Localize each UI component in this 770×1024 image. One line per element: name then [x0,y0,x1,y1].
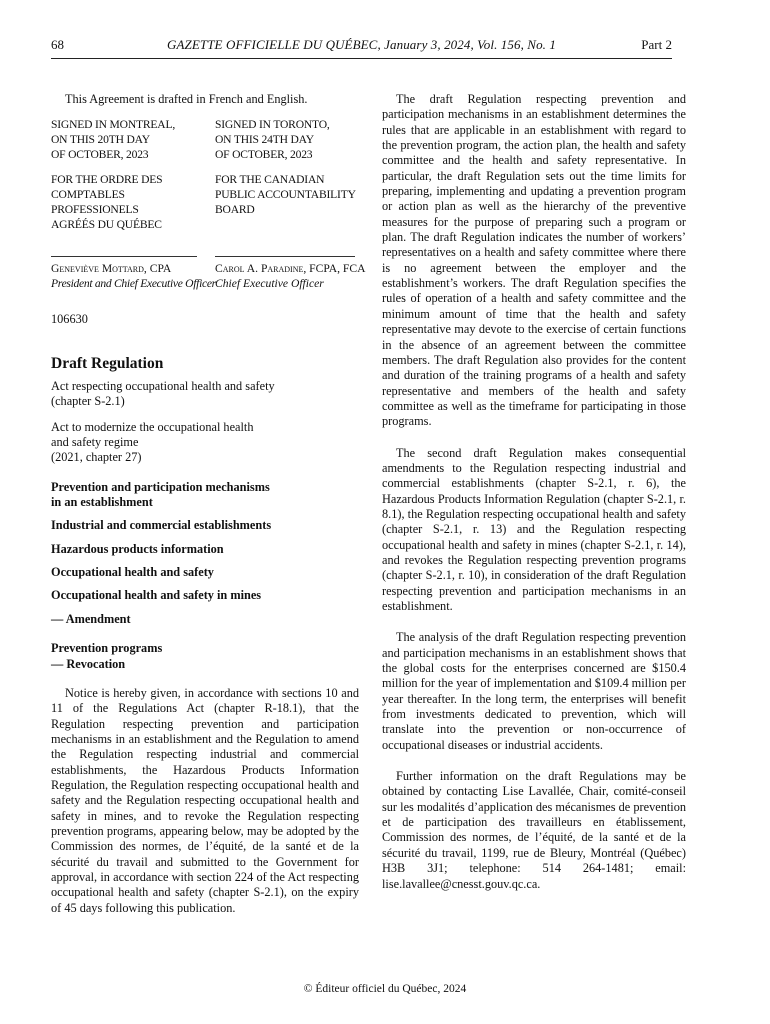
signatory-left-role: President and Chief Executive Officer [51,277,216,291]
heading-prevention-programs: Prevention programs — Revocation [51,641,163,671]
heading-hazardous: Hazardous products information [51,541,224,556]
signed-toronto: SIGNED IN TORONTO, ON THIS 24TH DAY OF OCTOBER, 2023 [215,118,330,162]
agreement-intro: This Agreement is drafted in French and English. [65,92,308,106]
act-reference-1: Act respecting occupational health and safety (chapter S-2.1) [51,379,275,409]
page-number: 68 [51,37,64,52]
paragraph-2: The second draft Regulation makes consequential amendments to the Regulation respecting industrial and commercial establishments (chapter S-2.1, r. 6), the Hazardous Products Information Regulation (chapter S-2.1, r. 8.1), the Regulation respecting occupational health and safety (chapter S-2.1, r. 13) and the Regulation respecting occupational health and safety in mines (chapter S-2.1, r. 14), and revokes the Regulation respecting prevention programs (chapter S-2.1, r. 10), in consideration of the draft Regulation respecting prevention and participation mechanisms in an establishment. [382,445,686,613]
heading-prevention-mechanisms: Prevention and participation mechanisms in an establishment [51,479,270,510]
org-left: FOR THE ORDRE DES COMPTABLES PROFESSIONELS AGRÉÉS DU QUÉBEC [51,173,163,232]
signatory-right-name: Carol A. Paradine, FCPA, FCA [215,256,355,276]
org-right: FOR THE CANADIAN PUBLIC ACCOUNTABILITY BOARD [215,173,356,217]
signature-table [51,117,366,291]
heading-amendment: — Amendment [51,611,131,626]
signatory-left-name: Geneviève Mottard, CPA [51,256,197,276]
heading-ohs-mines: Occupational health and safety in mines [51,588,262,603]
draft-regulation-title: Draft Regulation [51,354,164,372]
footer-copyright: © Éditeur officiel du Québec, 2024 [303,983,467,995]
signatory-left [51,232,215,291]
paragraph-1: The draft Regulation respecting prevention and participation mechanisms in an establishment determines the rules that are applicable in an establishment with regard to the prevention program, the action plan, the health and safety committee and the health and safety representative. In particular, the draft Regulation sets out the time limits for preparing, implementing and updating a prevention program or action plan as well as the hierarchy of the preventive measures for the purpose of preparing such a program or plan. The draft Regulation indicates the number of workers’ representatives on a health and safety committee where there is no agreement between the employer and the establishment’s workers. The draft Regulation specifies the rules of operation of a health and safety committee and the minimum amount of time that the health and safety representative may devote to the exercise of certain functions in the absence of an agreement between the committee members. The draft Regulation also provides for the content and duration of the training programs of a health and safety representative and members of the health and safety committee as well as the timeframe for participating in those programs. [382,92,686,429]
left-column [51,92,366,916]
right-column [382,92,686,908]
act-reference-2: Act to modernize the occupational health and safety regime (2021, chapter 27) [51,419,254,465]
reference-number: 106630 [51,312,88,327]
heading-ohs: Occupational health and safety [51,565,214,580]
notice-paragraph: Notice is hereby given, in accordance with sections 10 and 11 of the Regulations Act (chapter R-18.1), that the Regulation respecting prevention and participation mechanisms in an establishment and the Regulation to amend the Regulation respecting industrial and commercial establishments, the Hazardous Products Information Regulation, the Regulation respecting occupational health and safety and the Regulation respecting occupational health and safety in mines, and to revoke the Regulation respecting prevention programs, appearing below, may be adopted by the Commission des normes, de l’équité, de la santé et de la sécurité du travail and submitted to the Government for approval, in accordance with section 224 of the Act respecting occupational health and safety (chapter S-2.1), on the expiry of 45 days following this publication. [51,685,359,915]
heading-industrial: Industrial and commercial establishments [51,518,272,533]
page-header [51,36,672,59]
publication-title: GAZETTE OFFICIELLE DU QUÉBEC, January 3, 2024, Vol. 156, No. 1 [167,37,556,52]
signatory-right [215,232,366,291]
part-label: Part 2 [641,37,672,52]
paragraph-4: Further information on the draft Regulations may be obtained by contacting Lise Lavallée, Chair, comité-conseil sur les modalités d’application des mécanismes de prevention et de participation des travailleurs en établissement, Commission des normes, de l’équité, de la santé et de la sécurité du travail, 1199, rue de Bleury, Montréal (Québec) H3B 3J1; telephone: 514 264-1481; email: lise.lavallee@cnesst.gouv.qc.ca. [382,769,686,891]
signatory-right-role: Chief Executive Officer [215,277,324,291]
paragraph-3: The analysis of the draft Regulation respecting prevention and participation mechanisms in an establishment shows that the global costs for the enterprises concerned are $150.4 million for the year of implementation and $109.4 million per year thereafter. In the long term, the enterprises will benefit from investments dedicated to prevention, which will translate into the prevention or non-occurrence of occupational diseases or industrial accidents. [382,630,686,752]
signed-montreal: SIGNED IN MONTREAL, ON THIS 20TH DAY OF OCTOBER, 2023 [51,118,176,162]
